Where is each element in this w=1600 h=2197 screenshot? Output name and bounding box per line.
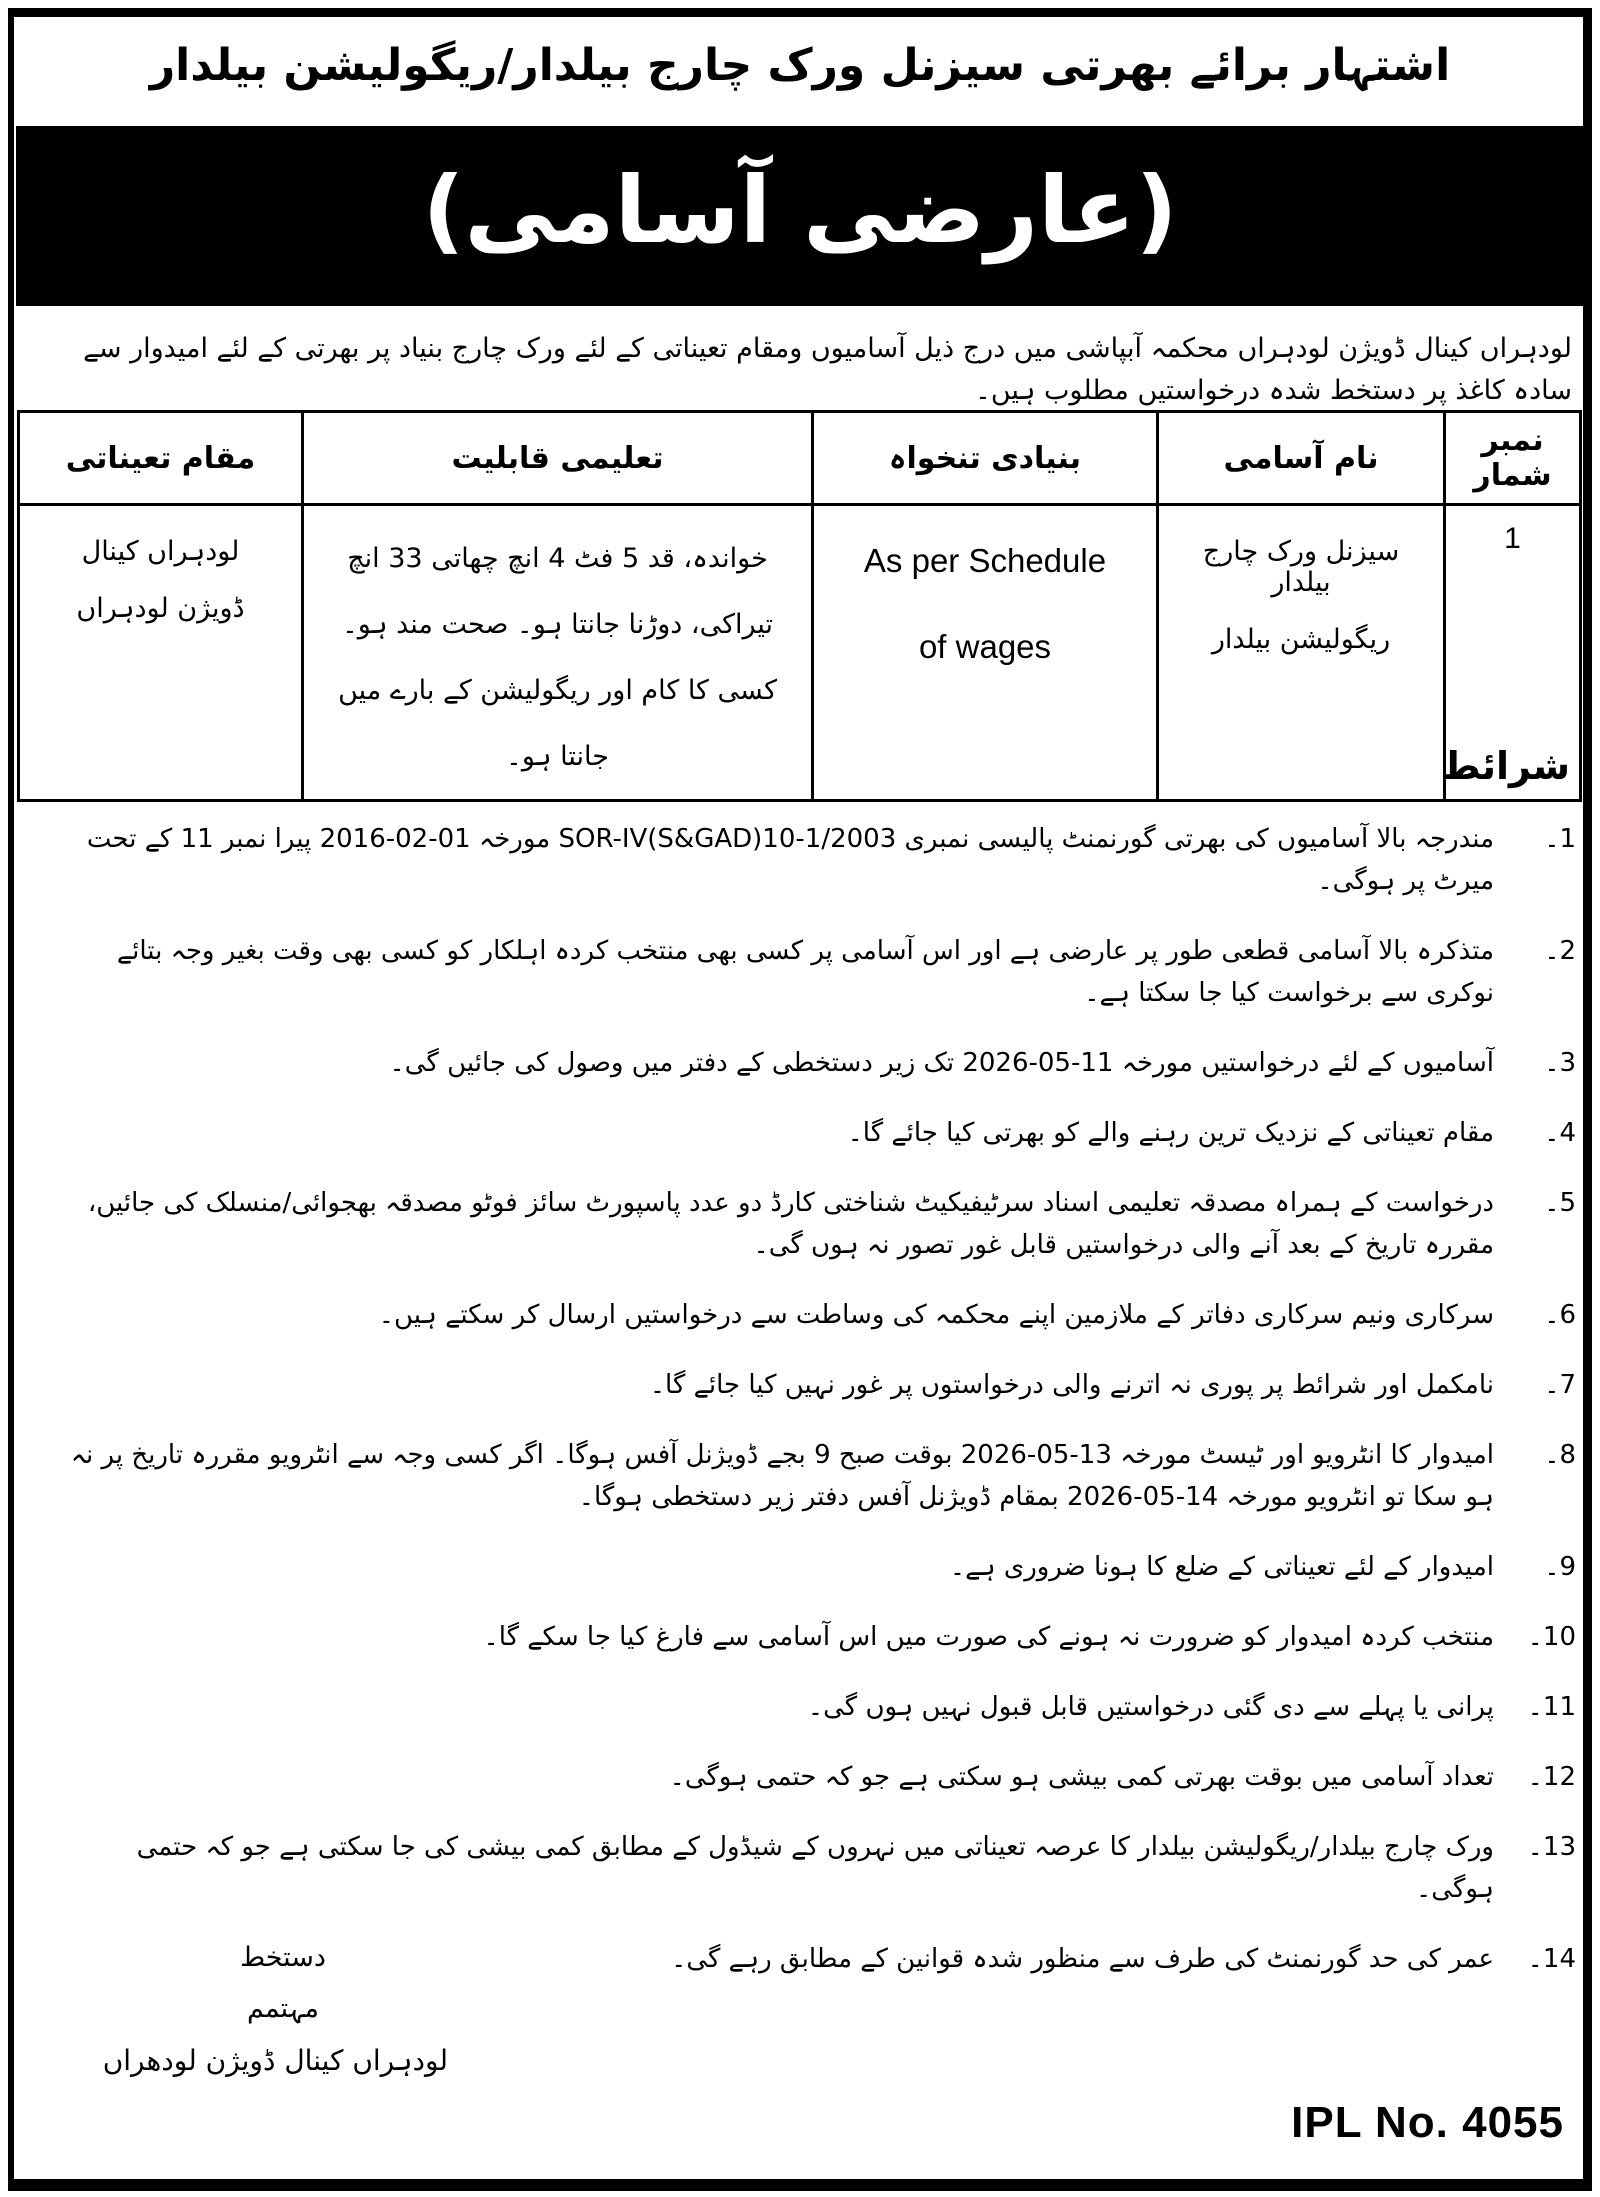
column-header-serial-no: نمبر شمار [1445, 412, 1581, 505]
condition-text: منتخب کردہ امیدوار کو ضرورت نہ ہونے کی صورت میں اس آسامی سے فارغ کیا جا سکے گا۔ [483, 1622, 1494, 1652]
condition-item [62, 1182, 1576, 1266]
posts-table [17, 410, 1582, 802]
signatory-division: لودہراں کینال ڈویژن لودھراں [102, 2044, 448, 2077]
post-name-line: سیزنل ورک چارج بیلدار [1202, 536, 1400, 598]
condition-number: 4۔ [1544, 1118, 1576, 1148]
banner-title: (عارضی آسامی) [422, 157, 1178, 264]
condition-number: 10۔ [1527, 1622, 1576, 1652]
table-row [19, 505, 1581, 801]
condition-number: 8۔ [1544, 1440, 1576, 1470]
signatory-title: مہتمم [246, 1993, 319, 2024]
condition-text: نامکمل اور شرائط پر پوری نہ اترنے والی درخواستوں پر غور نہیں کیا جائے گا۔ [649, 1370, 1494, 1400]
condition-item [62, 1364, 1576, 1406]
post-name-cell [1158, 505, 1445, 801]
ipl-number: IPL No. 4055 [1291, 2098, 1564, 2147]
condition-item [62, 930, 1576, 1014]
condition-text: متذکرہ بالا آسامی قطعی طور پر عارضی ہے اور اس آسامی پر کسی بھی منتخب کردہ اہلکار کو کسی بھی وقت بغیر وجہ بتائے نوکری سے برخواست کیا جا سکتا ہے۔ [116, 936, 1494, 1008]
qualification-cell: خواندہ، قد 5 فٹ 4 انچ چھاتی 33 انچ تیراکی، دوڑنا جانتا ہو۔ صحت مند ہو۔ کسی کا کام اور ریگولیشن کے بارے میں جانتا ہو۔ [303, 505, 813, 801]
column-header-posting-place: مقام تعیناتی [19, 412, 303, 505]
condition-number: 14۔ [1527, 1944, 1576, 1974]
salary-line: of wages [918, 628, 1052, 665]
conditions-heading: شرائط [1441, 744, 1570, 788]
condition-text: آسامیوں کے لئے درخواستیں مورخہ 11-05-2026 تک زیر دستخطی کے دفتر میں وصول کی جائیں گی۔ [389, 1048, 1494, 1078]
basic-salary-cell [813, 505, 1158, 801]
condition-item [62, 1686, 1576, 1728]
condition-item [62, 1826, 1576, 1910]
table-header-row [19, 412, 1581, 505]
condition-item [62, 1616, 1576, 1658]
condition-number: 9۔ [1544, 1552, 1576, 1582]
conditions-list [62, 818, 1576, 2008]
signature-block [102, 1942, 448, 2077]
banner [16, 126, 1584, 306]
condition-text: مندرجہ بالا آسامیوں کی بھرتی گورنمنٹ پالیسی نمبری SOR-IV(S&GAD)10-1/2003 مورخہ 01-02-2016 پیرا نمبر 11 کے تحت میرٹ پر ہوگی۔ [86, 824, 1494, 896]
condition-number: 11۔ [1527, 1692, 1576, 1722]
posting-place-cell [19, 505, 303, 801]
condition-number: 12۔ [1527, 1762, 1576, 1792]
condition-text: تعداد آسامی میں بوقت بھرتی کمی بیشی ہو سکتی ہے جو کہ حتمی ہوگی۔ [669, 1762, 1494, 1792]
condition-item [62, 818, 1576, 902]
posting-place-line: ڈویژن لودہراں [76, 593, 245, 624]
condition-item [62, 1294, 1576, 1336]
condition-item [62, 1434, 1576, 1518]
condition-text: عمر کی حد گورنمنٹ کی طرف سے منظور شدہ قوانین کے مطابق رہے گی۔ [671, 1944, 1494, 1974]
posting-place-line: لودہراں کینال [81, 536, 240, 567]
condition-text: امیدوار کے لئے تعیناتی کے ضلع کا ہونا ضروری ہے۔ [949, 1552, 1494, 1582]
condition-item [62, 1546, 1576, 1588]
serial-no-cell: 1 [1445, 505, 1581, 801]
condition-number: 13۔ [1527, 1832, 1576, 1862]
condition-item [62, 1112, 1576, 1154]
signature-label: دستخط [240, 1942, 326, 1973]
condition-item [62, 1756, 1576, 1798]
condition-number: 3۔ [1544, 1048, 1576, 1078]
condition-text: پرانی یا پہلے سے دی گئی درخواستیں قابل قبول نہیں ہوں گی۔ [807, 1692, 1494, 1722]
condition-item [62, 1042, 1576, 1084]
column-header-basic-salary: بنیادی تنخواہ [813, 412, 1158, 505]
intro-paragraph: لودہراں کینال ڈویژن لودہراں محکمہ آبپاشی میں درج ذیل آسامیوں ومقام تعیناتی کے لئے ورک چارج بنیاد پر بھرتی کے لئے امیدوار سے سادہ کاغذ پر دستخط شدہ درخواستیں مطلوب ہیں۔ [83, 333, 1572, 406]
condition-number: 7۔ [1544, 1370, 1576, 1400]
condition-number: 6۔ [1544, 1300, 1576, 1330]
salary-line: As per Schedule [863, 542, 1107, 579]
condition-text: امیدوار کا انٹرویو اور ٹیسٹ مورخہ 13-05-2026 بوقت صبح 9 بجے ڈویژنل آفس ہوگا۔ اگر کسی وجہ سے انٹرویو مقررہ تاریخ پر نہ ہو سکا تو انٹرویو مورخہ 14-05-2026 بمقام ڈویژنل آفس دفتر زیر دستخطی ہوگا۔ [70, 1440, 1494, 1512]
condition-number: 5۔ [1544, 1188, 1576, 1218]
column-header-post-name: نام آسامی [1158, 412, 1445, 505]
condition-number: 1۔ [1544, 824, 1576, 854]
column-header-qualification: تعلیمی قابلیت [303, 412, 813, 505]
condition-text: مقام تعیناتی کے نزدیک ترین رہنے والے کو بھرتی کیا جائے گا۔ [847, 1118, 1494, 1148]
condition-text: درخواست کے ہمراہ مصدقہ تعلیمی اسناد سرٹیفیکیٹ شناختی کارڈ دو عدد پاسپورٹ سائز فوٹو مصدقہ بھجوائی/منسلک کی جائیں، مقررہ تاریخ کے بعد آنے والی درخواستیں قابل غور تصور نہ ہوں گی۔ [87, 1188, 1494, 1260]
condition-text: ورک چارج بیلدار/ریگولیشن بیلدار کا عرصہ تعیناتی میں نہروں کے شیڈول کے مطابق کمی بیشی کی جا سکتی ہے جو کہ حتمی ہوگی۔ [136, 1832, 1494, 1904]
condition-number: 2۔ [1544, 936, 1576, 966]
condition-text: سرکاری ونیم سرکاری دفاتر کے ملازمین اپنے محکمہ کی وساطت سے درخواستیں ارسال کر سکتے ہیں۔ [378, 1300, 1494, 1330]
header-title: اشتہار برائے بھرتی سیزنل ورک چارج بیلدار/ریگولیشن بیلدار [149, 40, 1451, 91]
post-name-line: ریگولیشن بیلدار [1211, 624, 1391, 655]
